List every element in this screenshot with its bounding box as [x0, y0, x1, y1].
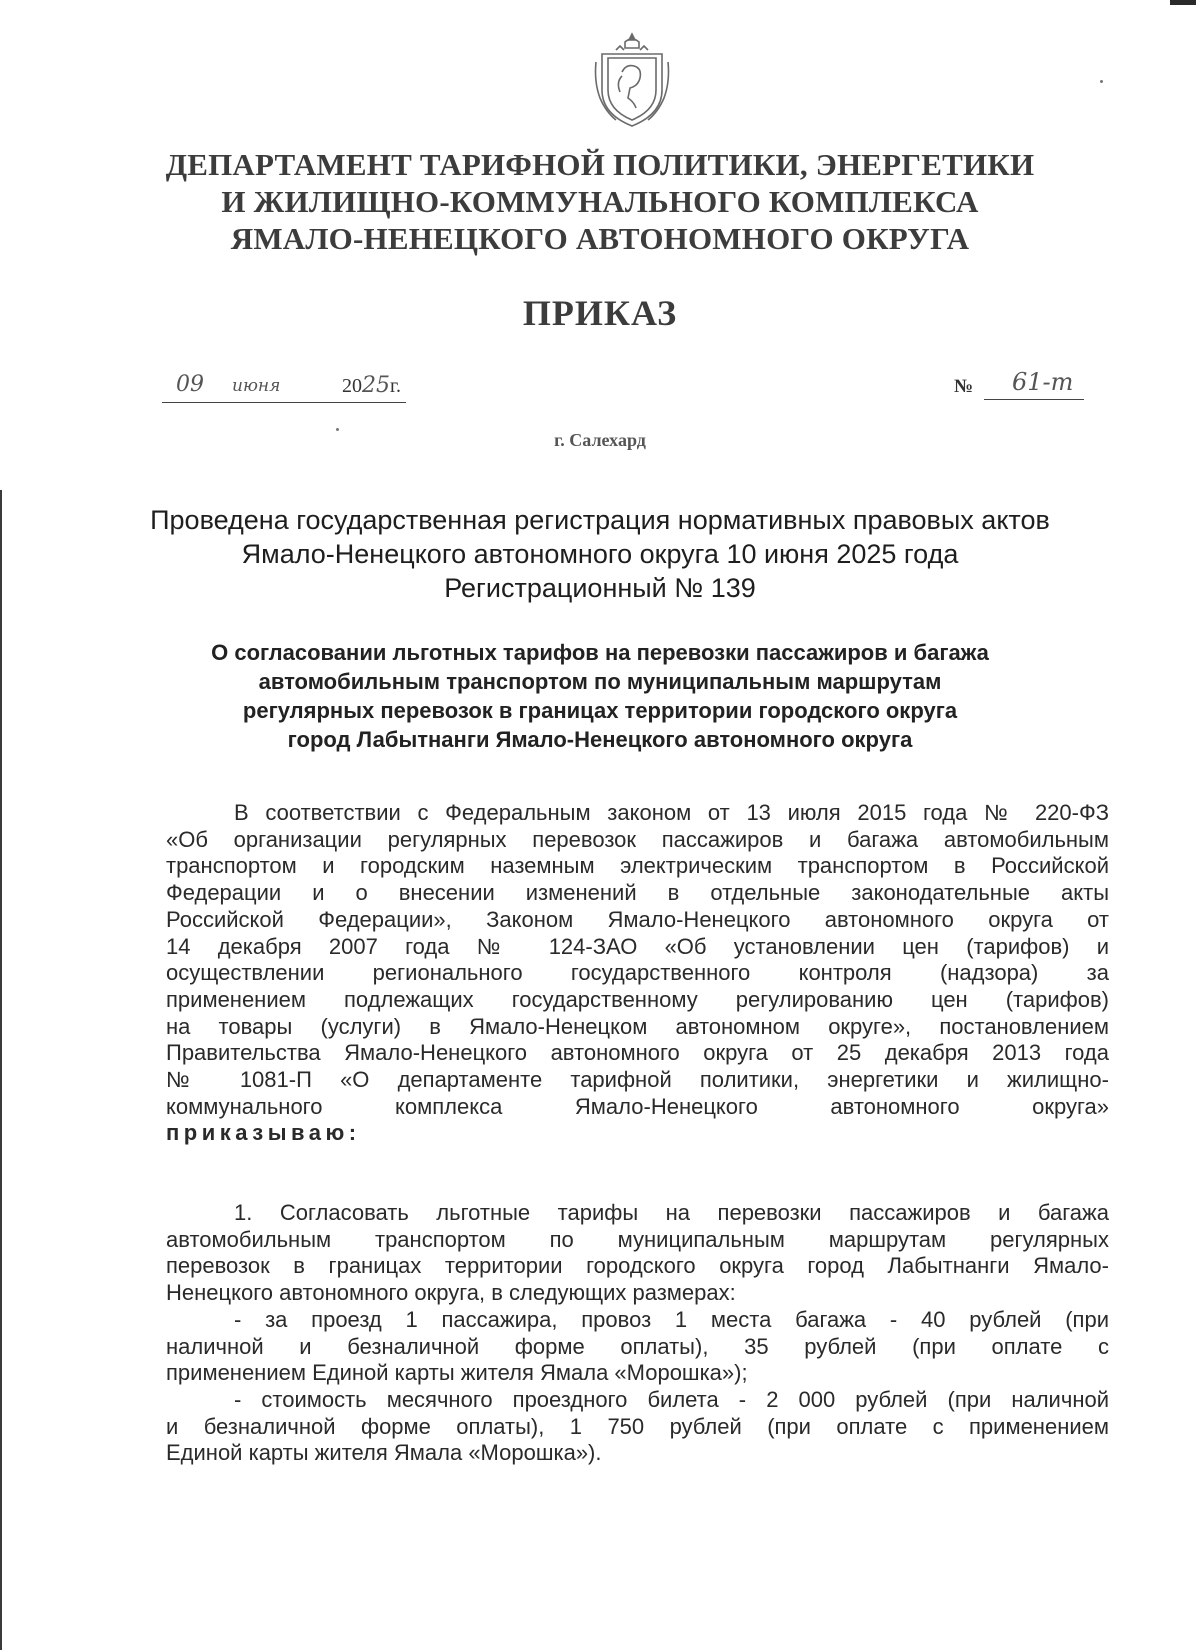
number-value: 61-т — [984, 368, 1084, 400]
item-line: 1. Согласовать льготные тарифы на перевозки пассажиров и багажа — [234, 1200, 1109, 1225]
preamble-line: осуществлении регионального государственного контроля (надзора) за — [166, 960, 1109, 986]
subject-line: О согласовании льготных тарифов на перевозки пассажиров и багажа — [211, 640, 989, 665]
bullet-1-line: применением Единой карты жителя Ямала «Морошка»); — [166, 1360, 748, 1386]
item-line: Ненецкого автономного округа, в следующих размерах: — [166, 1280, 736, 1306]
order-date — [162, 372, 406, 403]
item-line: автомобильным транспортом по муниципальным маршрутам регулярных — [166, 1226, 1109, 1252]
bullet-1-line: - за проезд 1 пассажира, провоз 1 места багажа - 40 рублей (при — [234, 1306, 1109, 1332]
order-subject — [0, 638, 1200, 754]
item-1-paragraph — [166, 1200, 1109, 1467]
preamble-paragraph — [166, 800, 1109, 1147]
preamble-line: транспортом и городским наземным электрическим транспортом в Российской — [166, 853, 1109, 879]
registration-line: Ямало-Ненецкого автономного округа 10 июня 2025 года — [241, 539, 959, 569]
date-day: 09 — [176, 372, 204, 397]
coat-of-arms-icon — [592, 32, 672, 130]
scan-corner-mark — [1170, 0, 1196, 5]
registration-line: Проведена государственная регистрация нормативных правовых актов — [150, 505, 1050, 535]
number-sign: № — [954, 376, 974, 397]
date-year-suffix: 25 — [362, 373, 390, 398]
department-line: ДЕПАРТАМЕНТ ТАРИФНОЙ ПОЛИТИКИ, ЭНЕРГЕТИКИ — [165, 147, 1035, 182]
city-name: г. Салехард — [554, 430, 646, 450]
bullet-2-line: Единой карты жителя Ямала «Морошка»). — [166, 1440, 602, 1466]
preamble-line: Правительства Ямало-Ненецкого автономного округа от 25 декабря 2013 года — [166, 1040, 1109, 1066]
registration-line: Регистрационный № 139 — [444, 573, 756, 603]
decree-word: приказываю: — [166, 1120, 361, 1146]
scan-speck — [1100, 80, 1103, 83]
date-year — [342, 373, 401, 398]
department-name — [0, 146, 1200, 257]
preamble-line: применением подлежащих государственному регулированию цен (тарифов) — [166, 986, 1109, 1012]
bullet-1-line: наличной и безналичной форме оплаты), 35 рублей (при оплате с — [166, 1333, 1109, 1359]
department-line: ЯМАЛО-НЕНЕЦКОГО АВТОНОМНОГО ОКРУГА — [230, 221, 970, 256]
date-year-prefix: 20 — [342, 375, 362, 397]
preamble-line: № 1081-П «О департаменте тарифной политики, энергетики и жилищно- — [166, 1067, 1109, 1093]
preamble-line: В соответствии с Федеральным законом от 13 июля 2015 года № 220-ФЗ — [234, 800, 1109, 825]
subject-line: автомобильным транспортом по муниципальным маршрутам — [258, 669, 942, 694]
preamble-line: коммунального комплекса Ямало-Ненецкого автономного округа» — [166, 1093, 1109, 1119]
bullet-2-line: - стоимость месячного проездного билета - 2 000 рублей (при наличной — [234, 1386, 1109, 1412]
preamble-line: на товары (услуги) в Ямало-Ненецком автономном округе», постановлением — [166, 1013, 1109, 1039]
item-line: перевозок в границах территории городского округа город Лабытнанги Ямало- — [166, 1253, 1109, 1279]
preamble-line: «Об организации регулярных перевозок пассажиров и багажа автомобильным — [166, 826, 1109, 852]
department-line: И ЖИЛИЩНО-КОММУНАЛЬНОГО КОМПЛЕКСА — [221, 184, 979, 219]
date-month: июня — [232, 376, 281, 396]
subject-line: город Лабытнанги Ямало-Ненецкого автономного округа — [287, 727, 913, 752]
preamble-line: Федерации и о внесении изменений в отдельные законодательные акты — [166, 880, 1109, 906]
preamble-line: Российской Федерации», Законом Ямало-Ненецкого автономного округа от — [166, 906, 1109, 932]
bullet-2-line: и безналичной форме оплаты), 1 750 рублей (при оплате с применением — [166, 1413, 1109, 1439]
subject-line: регулярных перевозок в границах территории городского округа — [242, 698, 958, 723]
date-year-mark: г. — [390, 375, 401, 397]
preamble-line: 14 декабря 2007 года № 124-ЗАО «Об установлении цен (тарифов) и — [166, 933, 1109, 959]
registration-note — [0, 503, 1200, 605]
order-title: ПРИКАЗ — [522, 293, 678, 333]
